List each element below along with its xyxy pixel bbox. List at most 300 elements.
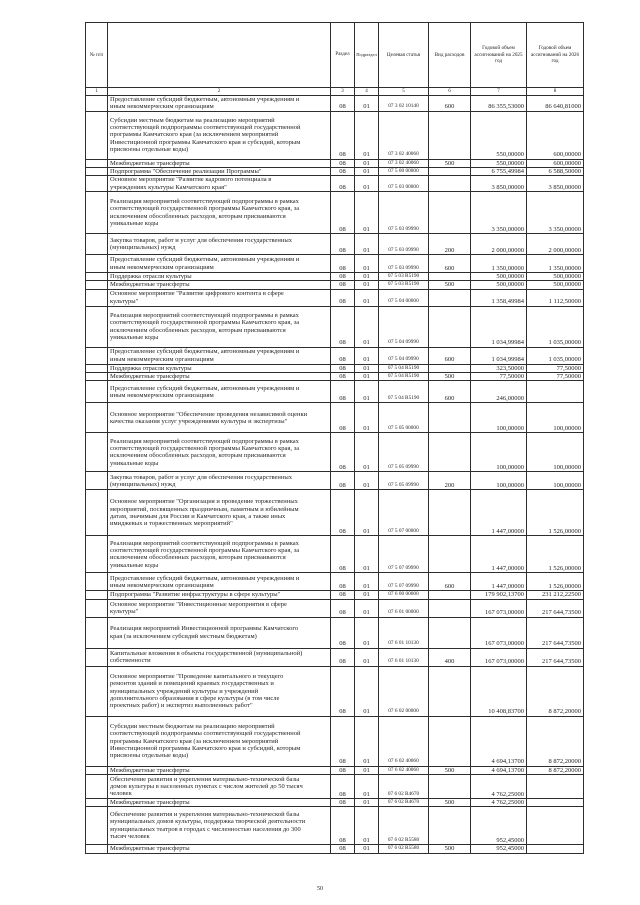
row-number-cell xyxy=(86,403,108,433)
row-section: 08 xyxy=(331,774,355,798)
row-number-cell xyxy=(86,716,108,766)
row-section: 08 xyxy=(331,289,355,306)
row-target-code: 07 5 04 09990 xyxy=(379,347,429,364)
table-row xyxy=(86,766,584,774)
row-name: Межбюджетные трансферты xyxy=(108,766,331,774)
table-row xyxy=(86,666,584,716)
row-name: Основное мероприятие "Инвестиционные мероприятия в сфере культуры" xyxy=(108,599,331,617)
row-name: Обеспечение развития и укрепления материально-технической базы домов культуры в населенных пунктах с числом жителей до 50 тысяч человек xyxy=(108,774,331,798)
row-number-cell xyxy=(86,845,108,853)
row-subsection: 01 xyxy=(355,347,379,364)
row-section: 08 xyxy=(331,648,355,666)
row-subsection: 01 xyxy=(355,666,379,716)
row-name: Предоставление субсидий бюджетным, автономным учреждениям и иным некоммерческим организациям xyxy=(108,96,331,112)
row-section: 08 xyxy=(331,234,355,255)
table-row xyxy=(86,774,584,798)
row-section: 08 xyxy=(331,281,355,289)
row-subsection: 01 xyxy=(355,716,379,766)
row-number-cell xyxy=(86,617,108,648)
row-target-code: 07 5 03 09990 xyxy=(379,192,429,234)
row-subsection: 01 xyxy=(355,255,379,273)
row-number-cell xyxy=(86,648,108,666)
row-number-cell xyxy=(86,167,108,175)
table-row xyxy=(86,96,584,112)
row-name: Межбюджетные трансферты xyxy=(108,373,331,381)
row-number-cell xyxy=(86,281,108,289)
row-expense-type: 500 xyxy=(429,798,471,806)
row-amount-2025: 100,00000 xyxy=(471,472,527,490)
table-row xyxy=(86,573,584,591)
row-subsection: 01 xyxy=(355,373,379,381)
row-subsection: 01 xyxy=(355,433,379,472)
header-amount-2025: Годовой объем ассигнований на 2025 год xyxy=(471,23,527,88)
row-subsection: 01 xyxy=(355,381,379,403)
row-amount-2026: 1 112,50000 xyxy=(527,289,584,306)
row-expense-type: 600 xyxy=(429,347,471,364)
row-number-cell xyxy=(86,234,108,255)
budget-table xyxy=(85,22,584,854)
row-amount-2025: 4 762,25000 xyxy=(471,774,527,798)
row-section: 08 xyxy=(331,192,355,234)
row-section: 08 xyxy=(331,798,355,806)
row-number-cell xyxy=(86,273,108,281)
table-row xyxy=(86,111,584,159)
row-expense-type xyxy=(429,364,471,372)
row-section: 08 xyxy=(331,536,355,573)
header-number: № п/п xyxy=(86,23,108,88)
row-expense-type: 500 xyxy=(429,373,471,381)
row-section: 08 xyxy=(331,433,355,472)
row-number-cell xyxy=(86,666,108,716)
header-row xyxy=(86,23,584,88)
row-section: 08 xyxy=(331,347,355,364)
row-expense-type xyxy=(429,591,471,599)
row-amount-2025: 77,50000 xyxy=(471,373,527,381)
row-subsection: 01 xyxy=(355,798,379,806)
row-section: 08 xyxy=(331,176,355,192)
row-amount-2025: 100,00000 xyxy=(471,403,527,433)
row-amount-2026: 500,00000 xyxy=(527,273,584,281)
row-expense-type xyxy=(429,666,471,716)
row-number-cell xyxy=(86,373,108,381)
row-amount-2026: 1 526,00000 xyxy=(527,536,584,573)
row-subsection: 01 xyxy=(355,403,379,433)
row-number-cell xyxy=(86,433,108,472)
row-amount-2025: 550,00000 xyxy=(471,111,527,159)
row-name: Реализация мероприятий соответствующей подпрограммы в рамках соответствующей государственной программы Камчатского края, за исключением обособленных расходов, которым присваиваются уникальные коды xyxy=(108,306,331,347)
row-section: 08 xyxy=(331,490,355,536)
header-expense-type: Вид расходов xyxy=(429,23,471,88)
row-expense-type xyxy=(429,433,471,472)
row-subsection: 01 xyxy=(355,176,379,192)
row-amount-2026 xyxy=(527,845,584,853)
row-amount-2026: 2 000,00000 xyxy=(527,234,584,255)
row-number-cell xyxy=(86,490,108,536)
row-number-cell xyxy=(86,591,108,599)
row-expense-type xyxy=(429,536,471,573)
row-name: Предоставление субсидий бюджетным, автономным учреждениям и иным некоммерческим организациям xyxy=(108,381,331,403)
table-row xyxy=(86,364,584,372)
table-row xyxy=(86,176,584,192)
row-amount-2026: 100,00000 xyxy=(527,472,584,490)
row-amount-2026: 1 526,00000 xyxy=(527,490,584,536)
row-expense-type: 500 xyxy=(429,766,471,774)
row-section: 08 xyxy=(331,167,355,175)
row-amount-2025: 179 902,13700 xyxy=(471,591,527,599)
row-amount-2026: 600,00000 xyxy=(527,111,584,159)
row-amount-2025: 3 350,00000 xyxy=(471,192,527,234)
row-number-cell xyxy=(86,96,108,112)
row-subsection: 01 xyxy=(355,472,379,490)
row-section: 08 xyxy=(331,599,355,617)
row-name: Основное мероприятие "Проведение капитального и текущего ремонтов зданий и помещений краевых государственных и муниципальных учреждений культуры и учреждений дополнительного образования в сфере культуры (в том числе проектных работ) и экспертиз выполненных работ" xyxy=(108,666,331,716)
row-section: 08 xyxy=(331,373,355,381)
column-number-row xyxy=(86,88,584,96)
column-number: 1 xyxy=(86,88,108,96)
row-expense-type xyxy=(429,167,471,175)
row-target-code: 07 5 04 R5190 xyxy=(379,373,429,381)
row-section: 08 xyxy=(331,845,355,853)
row-amount-2025: 246,00000 xyxy=(471,381,527,403)
row-amount-2026 xyxy=(527,807,584,845)
table-row xyxy=(86,159,584,167)
row-subsection: 01 xyxy=(355,536,379,573)
table-row xyxy=(86,536,584,573)
table-row xyxy=(86,373,584,381)
row-subsection: 01 xyxy=(355,273,379,281)
row-expense-type xyxy=(429,599,471,617)
row-name: Подпрограмма "Развитие инфраструктуры в сфере культуры" xyxy=(108,591,331,599)
table-row xyxy=(86,490,584,536)
row-target-code: 07 6 02 00000 xyxy=(379,666,429,716)
header-name xyxy=(108,23,331,88)
row-target-code: 07 5 03 09990 xyxy=(379,255,429,273)
header-section: Раздел xyxy=(331,23,355,88)
row-expense-type xyxy=(429,273,471,281)
row-amount-2026: 3 850,00000 xyxy=(527,176,584,192)
header-target-article: Целевая статья xyxy=(379,23,429,88)
row-expense-type: 600 xyxy=(429,96,471,112)
row-amount-2026: 6 588,50000 xyxy=(527,167,584,175)
row-name: Реализация мероприятий соответствующей подпрограммы в рамках соответствующей государственной программы Камчатского края, за исключением обособленных расходов, которым присваиваются уникальные коды xyxy=(108,433,331,472)
row-amount-2026: 217 644,73500 xyxy=(527,617,584,648)
table-row xyxy=(86,716,584,766)
row-subsection: 01 xyxy=(355,807,379,845)
row-target-code: 07 5 05 09990 xyxy=(379,472,429,490)
row-target-code: 07 5 03 09990 xyxy=(379,234,429,255)
row-amount-2025: 4 694,13700 xyxy=(471,766,527,774)
row-subsection: 01 xyxy=(355,96,379,112)
row-target-code: 07 6 02 R5580 xyxy=(379,807,429,845)
row-subsection: 01 xyxy=(355,306,379,347)
row-number-cell xyxy=(86,111,108,159)
row-name: Межбюджетные трансферты xyxy=(108,159,331,167)
table-row xyxy=(86,433,584,472)
row-target-code: 07 3 02 40060 xyxy=(379,111,429,159)
row-expense-type xyxy=(429,807,471,845)
row-amount-2026: 500,00000 xyxy=(527,281,584,289)
column-number: 8 xyxy=(527,88,584,96)
column-number: 2 xyxy=(108,88,331,96)
row-target-code: 07 5 07 09990 xyxy=(379,536,429,573)
row-number-cell xyxy=(86,347,108,364)
row-expense-type: 600 xyxy=(429,381,471,403)
row-subsection: 01 xyxy=(355,167,379,175)
table-row xyxy=(86,347,584,364)
row-section: 08 xyxy=(331,381,355,403)
row-name: Реализация мероприятий соответствующей подпрограммы в рамках соответствующей государственной программы Камчатского края, за исключением обособленных расходов, которым присваиваются уникальные коды xyxy=(108,536,331,573)
row-name: Основное мероприятие "Развитие цифрового контента в сфере культуры" xyxy=(108,289,331,306)
row-amount-2025: 1 034,99984 xyxy=(471,347,527,364)
row-name: Реализация мероприятий соответствующей подпрограммы в рамках соответствующей государственной программы Камчатского края, за исключением обособленных расходов, которым присваиваются уникальные коды xyxy=(108,192,331,234)
row-target-code: 07 5 03 R5190 xyxy=(379,273,429,281)
row-target-code: 07 5 04 R5190 xyxy=(379,364,429,372)
row-name: Обеспечение развития и укрепления материально-технической базы муниципальных домов культуры, поддержка творческой деятельности муниципальных театров в городах с численностью населения до 300 тысяч человек xyxy=(108,807,331,845)
row-number-cell xyxy=(86,176,108,192)
row-number-cell xyxy=(86,599,108,617)
row-number-cell xyxy=(86,192,108,234)
row-amount-2026: 100,00000 xyxy=(527,403,584,433)
row-amount-2026: 1 035,00000 xyxy=(527,306,584,347)
row-subsection: 01 xyxy=(355,490,379,536)
row-amount-2025: 100,00000 xyxy=(471,433,527,472)
row-expense-type xyxy=(429,716,471,766)
row-amount-2025: 3 850,00000 xyxy=(471,176,527,192)
row-section: 08 xyxy=(331,364,355,372)
page-number: 50 xyxy=(317,886,323,892)
row-subsection: 01 xyxy=(355,599,379,617)
row-name: Межбюджетные трансферты xyxy=(108,798,331,806)
row-amount-2025: 500,00000 xyxy=(471,273,527,281)
table-row xyxy=(86,192,584,234)
row-amount-2026: 217 644,73500 xyxy=(527,599,584,617)
row-amount-2026 xyxy=(527,381,584,403)
row-target-code: 07 6 00 00000 xyxy=(379,591,429,599)
row-name: Основное мероприятие "Обеспечение проведения независимой оценки качества оказания услуг учреждениями культуры и экспертизы" xyxy=(108,403,331,433)
table-row xyxy=(86,591,584,599)
row-subsection: 01 xyxy=(355,573,379,591)
row-target-code: 07 5 03 R5190 xyxy=(379,281,429,289)
row-target-code: 07 6 02 40060 xyxy=(379,716,429,766)
row-subsection: 01 xyxy=(355,591,379,599)
row-expense-type xyxy=(429,176,471,192)
table-row xyxy=(86,381,584,403)
row-section: 08 xyxy=(331,96,355,112)
row-amount-2025: 1 350,00000 xyxy=(471,255,527,273)
row-target-code: 07 6 01 10130 xyxy=(379,648,429,666)
row-target-code: 07 6 02 R4670 xyxy=(379,774,429,798)
row-number-cell xyxy=(86,766,108,774)
row-section: 08 xyxy=(331,306,355,347)
row-expense-type xyxy=(429,289,471,306)
row-amount-2026: 1 035,00000 xyxy=(527,347,584,364)
row-number-cell xyxy=(86,255,108,273)
row-expense-type xyxy=(429,617,471,648)
row-amount-2026: 3 350,00000 xyxy=(527,192,584,234)
row-target-code: 07 6 02 R5580 xyxy=(379,845,429,853)
row-section: 08 xyxy=(331,573,355,591)
row-amount-2025: 167 073,00000 xyxy=(471,617,527,648)
table-body xyxy=(86,96,584,854)
row-section: 08 xyxy=(331,111,355,159)
row-amount-2026 xyxy=(527,774,584,798)
row-amount-2025: 1 447,00000 xyxy=(471,536,527,573)
row-amount-2025: 4 762,25000 xyxy=(471,798,527,806)
row-expense-type: 400 xyxy=(429,648,471,666)
row-subsection: 01 xyxy=(355,289,379,306)
table-row xyxy=(86,306,584,347)
row-name: Предоставление субсидий бюджетным, автономным учреждениям и иным некоммерческим организациям xyxy=(108,255,331,273)
row-amount-2026: 100,00000 xyxy=(527,433,584,472)
row-target-code: 07 3 02 40060 xyxy=(379,159,429,167)
row-expense-type: 600 xyxy=(429,255,471,273)
column-number: 5 xyxy=(379,88,429,96)
row-expense-type: 200 xyxy=(429,472,471,490)
row-section: 08 xyxy=(331,273,355,281)
row-name: Капитальные вложения в объекты государственной (муниципальной) собственности xyxy=(108,648,331,666)
row-amount-2026 xyxy=(527,798,584,806)
row-name: Предоставление субсидий бюджетным, автономным учреждениям и иным некоммерческим организациям xyxy=(108,573,331,591)
row-name: Закупка товаров, работ и услуг для обеспечения государственных (муниципальных) нужд xyxy=(108,472,331,490)
row-expense-type: 500 xyxy=(429,845,471,853)
row-name: Предоставление субсидий бюджетным, автономным учреждениям и иным некоммерческим организациям xyxy=(108,347,331,364)
row-section: 08 xyxy=(331,255,355,273)
column-number: 4 xyxy=(355,88,379,96)
row-target-code: 07 5 03 00000 xyxy=(379,176,429,192)
row-number-cell xyxy=(86,289,108,306)
table-row xyxy=(86,845,584,853)
row-name: Подпрограмма "Обеспечение реализации Программы" xyxy=(108,167,331,175)
row-subsection: 01 xyxy=(355,766,379,774)
table-row xyxy=(86,807,584,845)
row-section: 08 xyxy=(331,472,355,490)
row-amount-2026: 86 640,81000 xyxy=(527,96,584,112)
table-row xyxy=(86,255,584,273)
table-header xyxy=(86,23,584,96)
row-amount-2025: 1 358,49984 xyxy=(471,289,527,306)
row-target-code: 07 3 02 10140 xyxy=(379,96,429,112)
row-subsection: 01 xyxy=(355,111,379,159)
row-amount-2025: 952,45000 xyxy=(471,807,527,845)
row-amount-2026: 231 212,22500 xyxy=(527,591,584,599)
row-number-cell xyxy=(86,381,108,403)
row-amount-2026: 77,50000 xyxy=(527,364,584,372)
row-amount-2025: 86 355,53000 xyxy=(471,96,527,112)
column-number: 6 xyxy=(429,88,471,96)
row-subsection: 01 xyxy=(355,774,379,798)
column-number: 3 xyxy=(331,88,355,96)
table-row xyxy=(86,289,584,306)
row-target-code: 07 5 04 00000 xyxy=(379,289,429,306)
row-number-cell xyxy=(86,472,108,490)
row-amount-2025: 952,45000 xyxy=(471,845,527,853)
row-amount-2026: 217 644,73500 xyxy=(527,648,584,666)
row-amount-2025: 4 694,13700 xyxy=(471,716,527,766)
row-expense-type xyxy=(429,774,471,798)
row-subsection: 01 xyxy=(355,845,379,853)
row-subsection: 01 xyxy=(355,234,379,255)
header-subsection: Подраздел xyxy=(355,23,379,88)
row-name: Межбюджетные трансферты xyxy=(108,845,331,853)
row-amount-2025: 167 073,00000 xyxy=(471,599,527,617)
row-target-code: 07 5 07 00000 xyxy=(379,490,429,536)
row-amount-2025: 1 034,99984 xyxy=(471,306,527,347)
row-section: 08 xyxy=(331,666,355,716)
row-section: 08 xyxy=(331,807,355,845)
row-name: Субсидии местным бюджетам на реализацию мероприятий соответствующей подпрограммы соответствующей государственной программы Камчатского края (за исключением мероприятий Инвестиционной программы Камчатского края и субсидий, которым присвоены отдельные коды) xyxy=(108,716,331,766)
row-section: 08 xyxy=(331,716,355,766)
row-amount-2026: 1 350,00000 xyxy=(527,255,584,273)
row-expense-type: 600 xyxy=(429,573,471,591)
row-amount-2025: 500,00000 xyxy=(471,281,527,289)
row-expense-type xyxy=(429,111,471,159)
row-section: 08 xyxy=(331,591,355,599)
header-amount-2026: Годовой объем ассигнований на 2026 год xyxy=(527,23,584,88)
row-number-cell xyxy=(86,306,108,347)
row-section: 08 xyxy=(331,403,355,433)
row-amount-2026: 1 526,00000 xyxy=(527,573,584,591)
table-row xyxy=(86,281,584,289)
row-subsection: 01 xyxy=(355,192,379,234)
row-name: Поддержка отрасли культуры xyxy=(108,364,331,372)
row-target-code: 07 5 05 00000 xyxy=(379,403,429,433)
row-expense-type xyxy=(429,403,471,433)
row-number-cell xyxy=(86,807,108,845)
row-expense-type xyxy=(429,192,471,234)
row-subsection: 01 xyxy=(355,159,379,167)
row-amount-2026: 600,00000 xyxy=(527,159,584,167)
row-amount-2025: 10 408,83700 xyxy=(471,666,527,716)
row-amount-2025: 323,50000 xyxy=(471,364,527,372)
row-name: Субсидии местным бюджетам на реализацию мероприятий соответствующей подпрограммы соответствующей государственной программы Камчатского края (за исключением мероприятий Инвестиционной программы Камчатского края и субсидий, которым присвоены отдельные коды) xyxy=(108,111,331,159)
row-number-cell xyxy=(86,536,108,573)
row-name: Закупка товаров, работ и услуг для обеспечения государственных (муниципальных) нужд xyxy=(108,234,331,255)
row-subsection: 01 xyxy=(355,281,379,289)
row-amount-2025: 1 447,00000 xyxy=(471,490,527,536)
row-amount-2025: 2 000,00000 xyxy=(471,234,527,255)
row-amount-2025: 1 447,00000 xyxy=(471,573,527,591)
column-number: 7 xyxy=(471,88,527,96)
row-amount-2026: 8 872,20000 xyxy=(527,716,584,766)
row-target-code: 07 5 05 09990 xyxy=(379,433,429,472)
row-name: Реализация мероприятий Инвестиционной программы Камчатского края (за исключением субсидий местным бюджетам) xyxy=(108,617,331,648)
row-expense-type: 200 xyxy=(429,234,471,255)
row-target-code: 07 6 02 R4670 xyxy=(379,798,429,806)
table-row xyxy=(86,167,584,175)
table-row xyxy=(86,273,584,281)
row-expense-type: 500 xyxy=(429,281,471,289)
row-name: Основное мероприятие "Развитие кадрового потенциала в учреждениях культуры Камчатского края" xyxy=(108,176,331,192)
table-row xyxy=(86,798,584,806)
row-subsection: 01 xyxy=(355,617,379,648)
row-target-code: 07 5 00 00000 xyxy=(379,167,429,175)
row-expense-type: 500 xyxy=(429,159,471,167)
row-expense-type xyxy=(429,490,471,536)
row-target-code: 07 6 01 00000 xyxy=(379,599,429,617)
row-number-cell xyxy=(86,364,108,372)
row-target-code: 07 5 04 09990 xyxy=(379,306,429,347)
row-name: Основное мероприятие "Организация и проведение торжественных мероприятий, посвященных праздничным, памятным и юбилейным датам, значимым для России и Камчатского края, а также иных имиджевых и торжественных мероприятий" xyxy=(108,490,331,536)
row-section: 08 xyxy=(331,766,355,774)
row-amount-2026: 8 872,20000 xyxy=(527,666,584,716)
row-amount-2025: 6 755,49984 xyxy=(471,167,527,175)
row-section: 08 xyxy=(331,159,355,167)
row-expense-type xyxy=(429,306,471,347)
row-number-cell xyxy=(86,573,108,591)
row-number-cell xyxy=(86,798,108,806)
row-section: 08 xyxy=(331,617,355,648)
table-row xyxy=(86,617,584,648)
